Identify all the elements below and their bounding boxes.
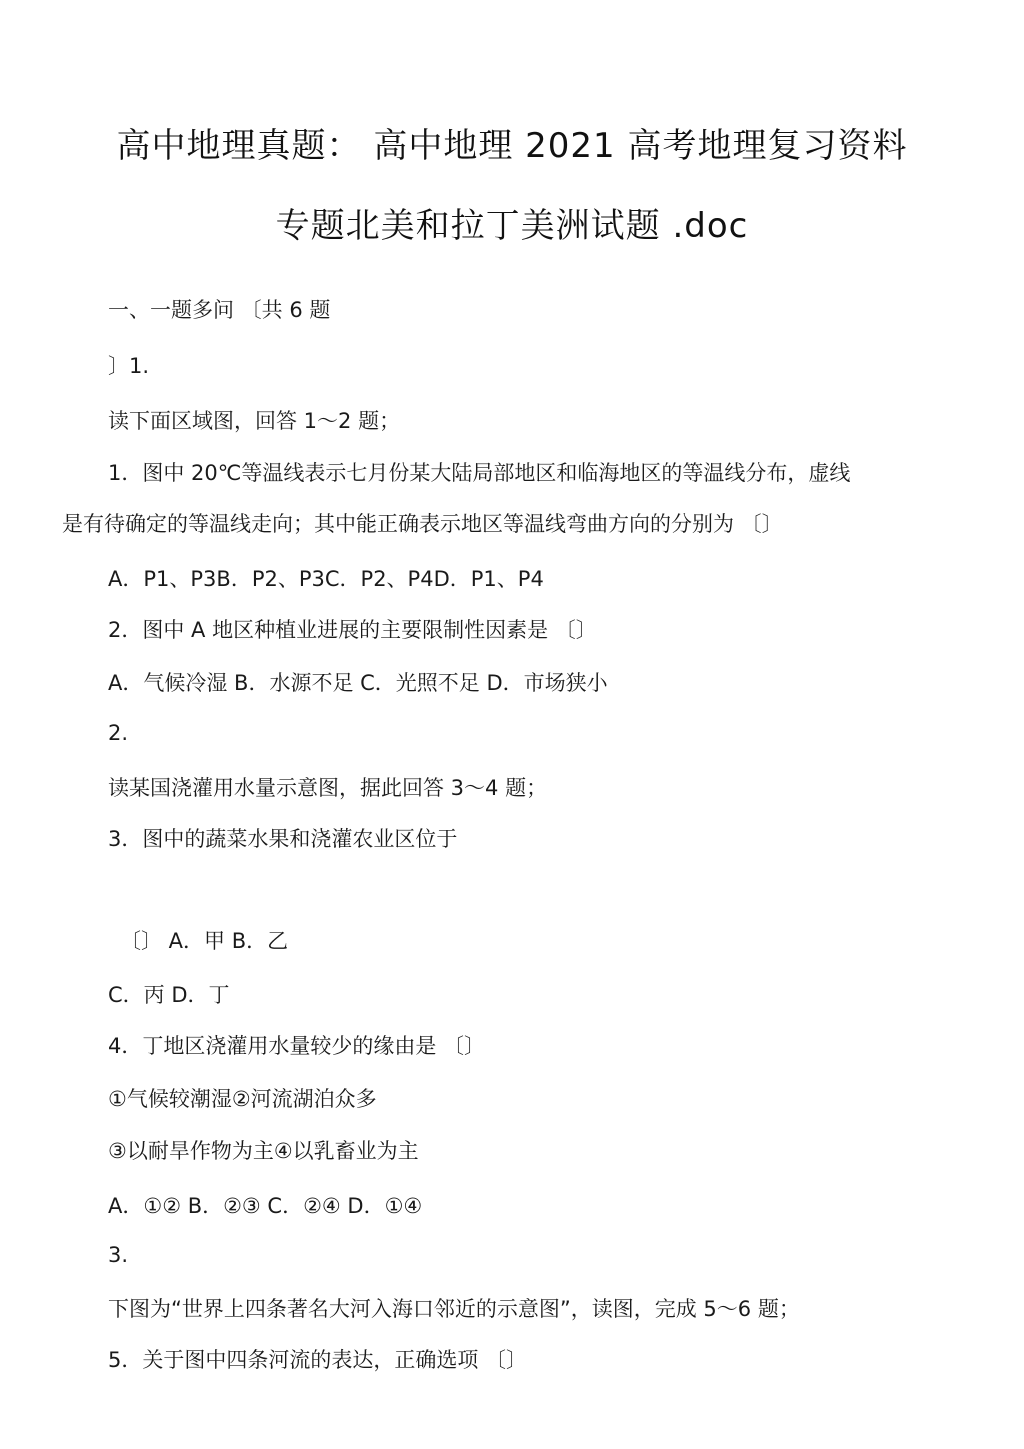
question-text: 1．图中 20℃等温线表示七月份某大陆局部地区和临海地区的等温线分布，虚线 — [108, 461, 851, 485]
answer-options: A．气候冷湿 B．水源不足 C．光照不足 D．市场狭小 — [108, 671, 608, 695]
question-text: 4．丁地区浇灌用水量较少的缘由是 〔〕 — [108, 1034, 486, 1058]
statement-options: ③以耐旱作物为主④以乳畜业为主 — [108, 1139, 419, 1163]
question-intro: 读某国浇灌用水量示意图，据此回答 3～4 题； — [108, 776, 548, 800]
question-text-continued: 是有待确定的等温线走向；其中能正确表示地区等温线弯曲方向的分别为 〔〕 — [62, 512, 783, 536]
answer-options: 〔〕 A．甲 B．乙 — [120, 929, 289, 953]
question-intro: 下图为“世界上四条著名大河入海口邻近的示意图”，读图，完成 5～6 题； — [108, 1297, 800, 1321]
question-text: 5．关于图中四条河流的表达，正确选项 〔〕 — [108, 1348, 528, 1372]
question-text: 3．图中的蔬菜水果和浇灌农业区位于 — [108, 827, 458, 851]
question-intro: 读下面区域图，回答 1～2 题； — [108, 409, 401, 433]
question-group-number: 〕1. — [108, 354, 150, 378]
section-heading: 一、一题多问 〔共 6 题 — [108, 298, 331, 322]
question-text: 2．图中 A 地区种植业进展的主要限制性因素是 〔〕 — [108, 618, 597, 642]
answer-options: A．P1、P3B．P2、P3C．P2、P4D．P1、P4 — [108, 567, 544, 591]
question-group-number: 2. — [108, 721, 129, 745]
document-title-line-1: 高中地理真题： 高中地理 2021 高考地理复习资料 — [116, 126, 908, 166]
answer-options: A．①② B．②③ C．②④ D．①④ — [108, 1194, 423, 1218]
document-title-line-2: 专题北美和拉丁美洲试题 .doc — [275, 206, 749, 246]
statement-options: ①气候较潮湿②河流湖泊众多 — [108, 1087, 377, 1111]
answer-options: C．丙 D．丁 — [108, 983, 230, 1007]
question-group-number: 3. — [108, 1243, 129, 1267]
